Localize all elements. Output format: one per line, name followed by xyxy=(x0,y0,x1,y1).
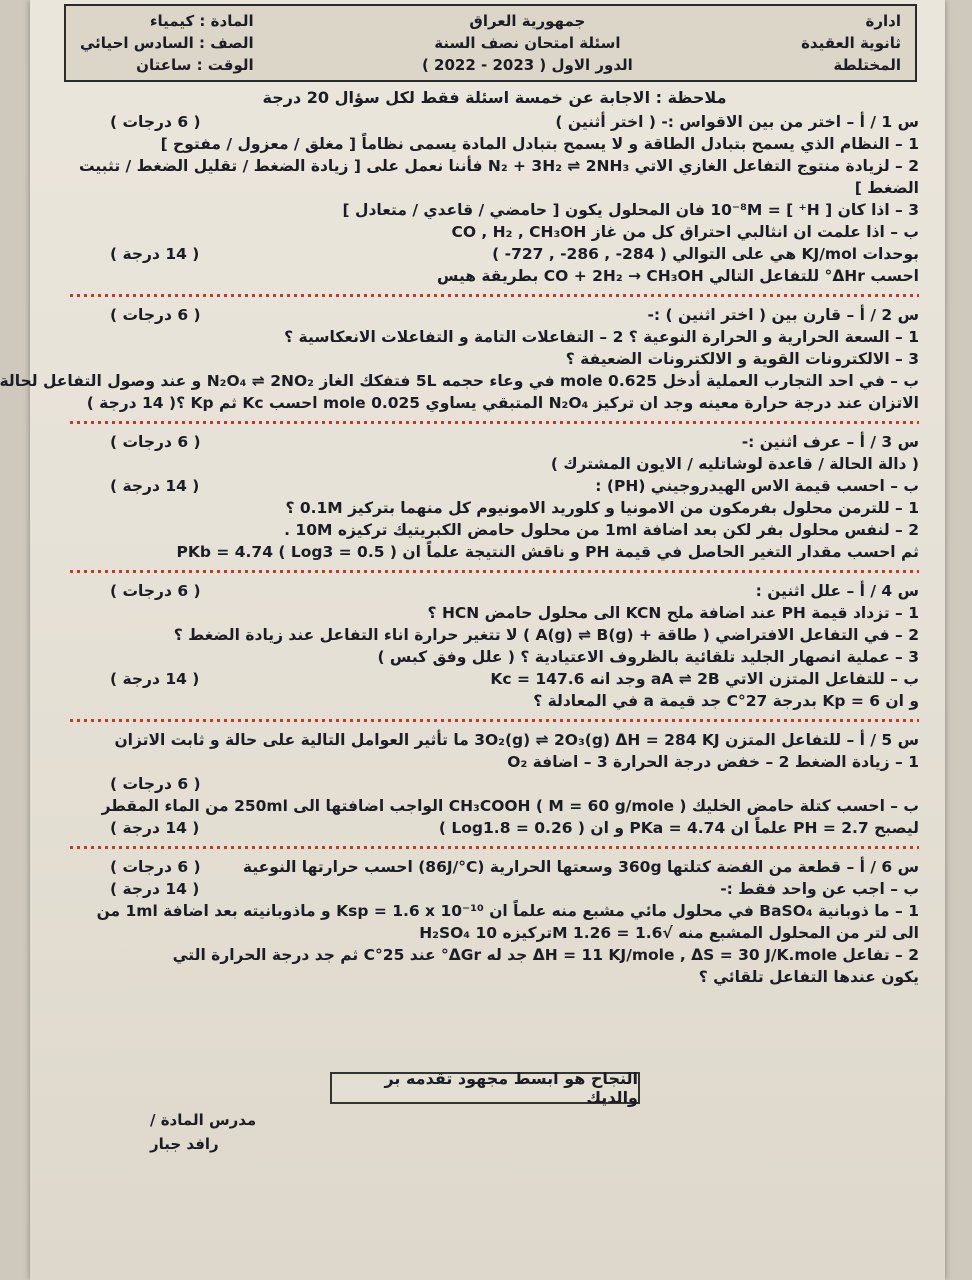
marks-label: ( 14 درجة ) xyxy=(86,394,177,412)
marks-label: ( 14 درجة ) xyxy=(110,245,200,263)
question-text: 2 – في التفاعل الافتراضي ( طاقة + A(g) ⇌ B(g) ) لا تتغير حرارة اناء التفاعل عند زيادة الضغط ؟ xyxy=(173,626,919,644)
question-text: 1 – زيادة الضغط 2 – خفض درجة الحرارة 3 – اضافة O₂ xyxy=(507,753,919,771)
question-line xyxy=(70,265,919,287)
title-block xyxy=(422,10,633,76)
question-text: ثم احسب مقدار التغير الحاصل في قيمة PH و ناقش النتيجة علماً ان PKb = 4.74 ( Log3 = 0.5 ) xyxy=(176,543,919,561)
question-text: يكون عندها التفاعل تلقائي ؟ xyxy=(698,968,919,986)
question-block xyxy=(70,580,919,712)
question-line xyxy=(70,922,919,944)
grade-line: الصف : السادس احيائي xyxy=(80,34,254,52)
school-line-1: ادارة xyxy=(865,12,901,30)
question-line xyxy=(70,944,919,966)
question-text: ب – اجب عن واحد فقط :- xyxy=(720,880,919,898)
question-line xyxy=(70,602,919,624)
question-text: 3 – الالكترونات القوية و الالكترونات الضعيفة ؟ xyxy=(565,350,919,368)
marks-label: ( 6 درجات ) xyxy=(110,582,201,600)
question-line xyxy=(70,304,919,326)
question-line xyxy=(70,519,919,541)
marks-label: ( 6 درجات ) xyxy=(110,306,201,324)
school-block xyxy=(801,10,901,76)
exam-session: الدور الاول ( 2023 - 2022 ) xyxy=(421,56,633,74)
question-line xyxy=(70,431,919,453)
question-text: ب – في احد التجارب العملية أدخل 0.625 mole في وعاء حجمه 5L فتفكك الغاز N₂O₄ ⇌ 2NO₂ و عند وصول التفاعل لحالة xyxy=(0,372,919,390)
marks-label: ( 6 درجات ) xyxy=(110,113,201,131)
question-text: س 2 / أ – قارن بين ( اختر اثنين ) :- xyxy=(647,306,919,324)
teacher-signature xyxy=(150,1108,290,1156)
question-line xyxy=(70,453,919,475)
question-text: و ان Kp = 6 بدرجة 27°C جد قيمة a في المعادلة ؟ xyxy=(533,692,919,710)
question-text: احسب ΔHr° للتفاعل التالي CO + 2H₂ → CH₃OH بطريقة هيس xyxy=(437,267,919,285)
question-line xyxy=(70,199,919,221)
marks-label: ( 14 درجة ) xyxy=(110,670,200,688)
section-divider xyxy=(70,290,919,300)
marks-label: ( 6 درجات ) xyxy=(110,858,201,876)
question-line xyxy=(70,326,919,348)
marks-label: ( 6 درجات ) xyxy=(110,433,201,451)
question-line xyxy=(70,900,919,922)
question-text: 1 – تزداد قيمة PH عند اضافة ملح KCN الى محلول حامض HCN ؟ xyxy=(427,604,919,622)
question-text: ( دالة الحالة / قاعدة لوشاتليه / الايون المشترك ) xyxy=(550,455,919,473)
section-divider xyxy=(70,842,919,852)
question-block xyxy=(70,729,919,839)
motto-box: النجاح هو ابسط مجهود تقدمه بر والديك xyxy=(330,1072,640,1104)
question-line xyxy=(70,392,919,414)
section-divider xyxy=(70,566,919,576)
question-text: الضغط ] xyxy=(854,179,919,197)
question-text: 3 – عملية انصهار الجليد تلقائية بالظروف الاعتيادية ؟ ( علل وفق كبس ) xyxy=(377,648,919,666)
question-text: بوحدات KJ/mol هي على التوالي ( 284- , 286- , 727- ) xyxy=(492,245,919,263)
question-text: 2 – تفاعل ΔH = 11 KJ/mole , ΔS = 30 J/K.mole جد له ΔGr° عند 25°C ثم جد درجة الحرارة التي xyxy=(172,946,919,964)
question-text: 1 – للترمن محلول بفرمكون من الامونيا و كلوريد الامونيوم كل منهما بتركيز 0.1M ؟ xyxy=(285,499,919,517)
question-line xyxy=(70,348,919,370)
question-line xyxy=(70,729,919,751)
question-text: 3 – اذا كان [ H⁺ ] = 10⁻⁸M فان المحلول يكون [ حامضي / قاعدي / متعادل ] xyxy=(342,201,919,219)
question-text: 1 – ما ذوبانية BaSO₄ في محلول مائي مشبع منه علماً ان Ksp = 1.6 x 10⁻¹⁰ و ماذوبانيته بعد اضافة 1ml من xyxy=(96,902,919,920)
subject-line: المادة : كيمياء xyxy=(149,12,254,30)
question-line xyxy=(70,646,919,668)
question-text: الاتزان عند درجة حرارة معينه وجد ان تركيز N₂O₄ المتبقي يساوي 0.025 mole احسب Kc ثم Kp ؟ xyxy=(176,394,919,412)
questions-container xyxy=(0,111,919,988)
marks-label: ( 14 درجة ) xyxy=(110,880,200,898)
teacher-title: مدرس المادة / xyxy=(150,1111,257,1129)
section-divider xyxy=(70,715,919,725)
question-line xyxy=(70,243,919,265)
teacher-name: رافد جبار xyxy=(150,1135,219,1153)
time-line: الوقت : ساعتان xyxy=(136,56,254,74)
question-text: س 5 / أ – للتفاعل المتزن 3O₂(g) ⇌ 2O₃(g) ΔH = 284 KJ ما تأثير العوامل التالية على حالة و ثابت الاتزان xyxy=(114,731,919,749)
question-text: ب – اذا علمت ان انثالبي احتراق كل من غاز CO , H₂ , CH₃OH xyxy=(451,223,919,241)
question-text: 1 – النظام الذي يسمح بتبادل الطاقة و لا يسمح بتبادل المادة يسمى نظاماً [ مغلق / معزول / مفتوح ] xyxy=(160,135,919,153)
question-line xyxy=(70,221,919,243)
exam-header xyxy=(64,4,917,82)
question-line xyxy=(70,177,919,199)
question-line xyxy=(70,856,919,878)
question-line xyxy=(70,497,919,519)
marks-label: ( 6 درجات ) xyxy=(110,775,201,793)
question-block xyxy=(70,856,919,988)
question-line xyxy=(70,751,919,773)
question-text: H₂SO₄ تركيزه 10M الى لتر من المحلول المشبع منه √1.6 = 1.26 xyxy=(419,924,919,942)
exam-note: ملاحظة : الاجابة عن خمسة اسئلة فقط لكل سؤال 20 درجة xyxy=(262,88,727,107)
question-text: ب – للتفاعل المتزن الاتي aA ⇌ 2B وجد انه Kc = 147.6 xyxy=(490,670,919,688)
question-text: 2 – لنفس محلول بفر لكن بعد اضافة 1ml من محلول حامض الكبريتيك تركيزه 10M . xyxy=(284,521,919,539)
question-line xyxy=(70,773,919,795)
question-text: ب – احسب كتلة حامض الخليك CH₃COOH ( M = 60 g/mole ) الواجب اضافتها الى 250ml من الماء المقطر xyxy=(101,797,919,815)
question-line xyxy=(70,155,919,177)
question-text: 1 – السعة الحرارية و الحرارة النوعية ؟ 2 – التفاعلات التامة و التفاعلات الانعكاسية ؟ xyxy=(284,328,919,346)
question-line xyxy=(70,133,919,155)
school-line-3: المختلطة xyxy=(833,56,901,74)
question-line xyxy=(70,690,919,712)
subject-block xyxy=(80,10,254,76)
question-line xyxy=(70,817,919,839)
question-line xyxy=(70,668,919,690)
question-line xyxy=(0,370,919,392)
question-line xyxy=(70,966,919,988)
exam-title: اسئلة امتحان نصف السنة xyxy=(434,34,621,52)
question-line xyxy=(70,475,919,497)
question-line xyxy=(70,624,919,646)
question-text: س 4 / أ – علل اثنين : xyxy=(755,582,919,600)
question-line xyxy=(70,541,919,563)
question-line xyxy=(70,111,919,133)
question-text: س 3 / أ – عرف اثنين :- xyxy=(741,433,919,451)
marks-label: ( 14 درجة ) xyxy=(110,819,200,837)
question-block xyxy=(0,304,919,414)
question-text: س 6 / أ – قطعة من الفضة كتلتها 360g وسعتها الحرارية (86J/°C) احسب حرارتها النوعية xyxy=(242,858,919,876)
marks-label: ( 14 درجة ) xyxy=(110,477,200,495)
question-text: ب – احسب قيمة الاس الهيدروجيني (PH) : xyxy=(595,477,919,495)
question-line xyxy=(70,795,919,817)
section-divider xyxy=(70,417,919,427)
question-text: ليصبح PH = 2.7 علماً ان PKa = 4.74 و ان ( Log1.8 = 0.26 ) xyxy=(438,819,919,837)
question-line xyxy=(70,580,919,602)
question-block xyxy=(70,431,919,563)
question-text: س 1 / أ – اختر من بين الاقواس :- ( اختر أثنين ) xyxy=(555,113,919,131)
question-block xyxy=(70,111,919,287)
country-title: جمهورية العراق xyxy=(469,12,586,30)
school-line-2: ثانوية العقيدة xyxy=(801,34,901,52)
question-line xyxy=(70,878,919,900)
question-text: 2 – لزيادة منتوج التفاعل الغازي الاتي N₂ + 3H₂ ⇌ 2NH₃ فأننا نعمل على [ زيادة الضغط / تقليل الضغط / تثبيت xyxy=(78,157,919,175)
